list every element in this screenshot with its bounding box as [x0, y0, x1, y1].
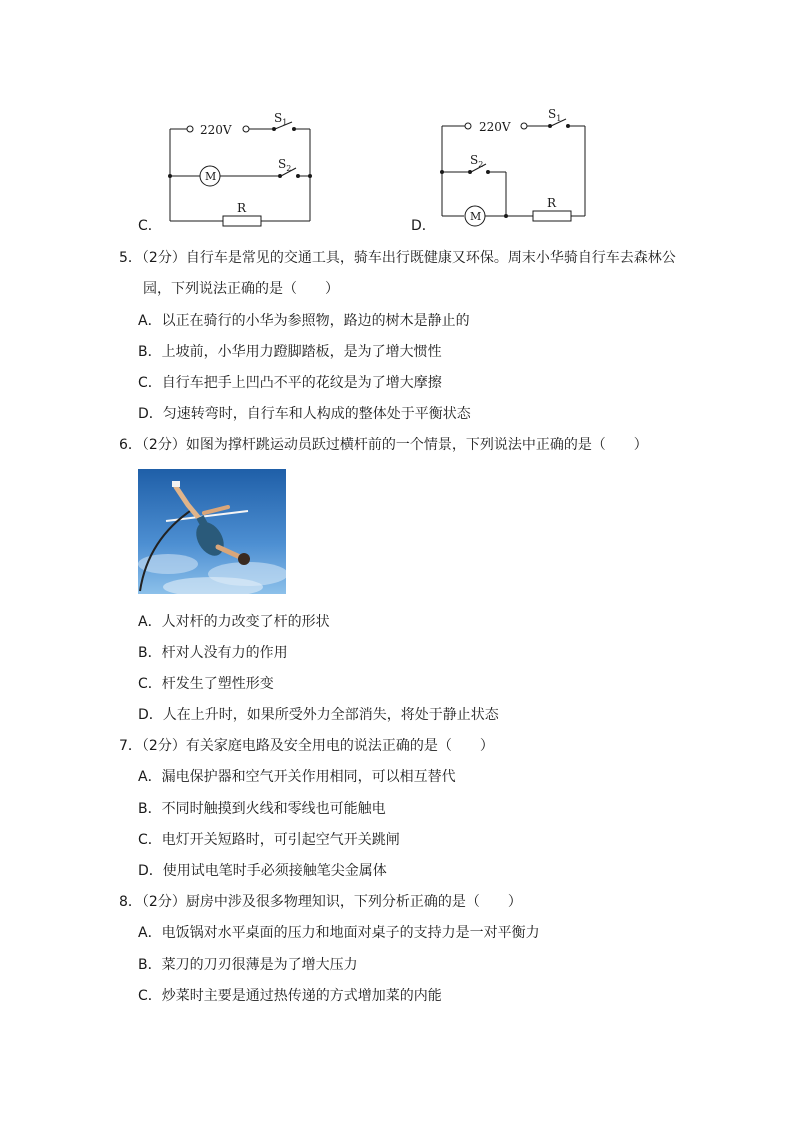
terminal-left-d: [465, 123, 471, 129]
circuit-diagram-d: [430, 104, 600, 230]
question-7-option-a: A．漏电保护器和空气开关作用相同，可以相互替代: [138, 769, 456, 785]
question-6-option-c: C．杆发生了塑性形变: [138, 676, 274, 692]
question-7-stem: 7．（2分）有关家庭电路及安全用电的说法正确的是（ ）: [119, 738, 494, 754]
resistor-c: [223, 216, 261, 226]
question-8-stem: 8．（2分）厨房中涉及很多物理知识，下列分析正确的是（ ）: [119, 894, 522, 910]
question-6-option-b: B．杆对人没有力的作用: [138, 645, 288, 661]
option-letter-d: D．: [411, 218, 436, 234]
resistor-d: [533, 211, 571, 221]
question-7-option-b: B．不同时触摸到火线和零线也可能触电: [138, 801, 386, 817]
question-5-stem-line1: 5．（2分）自行车是常见的交通工具，骑车出行既健康又环保。周末小华骑自行车去森林公: [119, 250, 676, 266]
question-7-option-d: D．使用试电笔时手必须接触笔尖金属体: [138, 863, 387, 879]
question-8-option-c: C．炒菜时主要是通过热传递的方式增加菜的内能: [138, 988, 442, 1004]
question-5-option-b: B．上坡前，小华用力蹬脚踏板，是为了增大惯性: [138, 344, 442, 360]
resistor-label-d: R: [547, 196, 557, 210]
resistor-label-c: R: [237, 201, 247, 215]
motor-label-d: M: [470, 210, 482, 223]
terminal-right-d: [521, 123, 527, 129]
motor-label-c: M: [205, 170, 217, 183]
terminal-right-c: [243, 126, 249, 132]
terminal-left-c: [187, 126, 193, 132]
switch-s1-label-c: $S_1$: [274, 111, 288, 127]
option-letter-c: C．: [138, 218, 162, 234]
question-6-stem: 6．（2分）如图为撑杆跳运动员跃过横杆前的一个情景，下列说法中正确的是（ ）: [119, 437, 648, 453]
voltage-label-d: 220V: [479, 120, 511, 134]
question-5-option-c: C．自行车把手上凹凸不平的花纹是为了增大摩擦: [138, 375, 442, 391]
question-8-option-b: B．菜刀的刀刃很薄是为了增大压力: [138, 957, 358, 973]
question-5-option-a: A．以正在骑行的小华为参照物，路边的树木是静止的: [138, 313, 470, 329]
question-8-option-a: A．电饭锅对水平桌面的压力和地面对桌子的支持力是一对平衡力: [138, 925, 540, 941]
circuit-diagram-c: [160, 108, 320, 228]
question-5-option-d: D．匀速转弯时，自行车和人构成的整体处于平衡状态: [138, 406, 471, 422]
question-6-option-a: A．人对杆的力改变了杆的形状: [138, 614, 330, 630]
pole-vault-photo: [138, 469, 286, 594]
circuit-d-svg: [430, 104, 600, 230]
switch-s2-label-c: $S_2$: [278, 157, 292, 173]
switch-s2-label-d: $S_2$: [470, 153, 484, 169]
circuit-c-svg: [160, 108, 320, 228]
voltage-label-c: 220V: [200, 123, 232, 137]
switch-s1-label-d: $S_1$: [548, 107, 562, 123]
question-6-option-d: D．人在上升时，如果所受外力全部消失，将处于静止状态: [138, 707, 499, 723]
question-5-stem-line2: 园，下列说法正确的是（ ）: [143, 281, 339, 297]
pole-vault-image: [138, 469, 286, 594]
question-7-option-c: C．电灯开关短路时，可引起空气开关跳闸: [138, 832, 400, 848]
